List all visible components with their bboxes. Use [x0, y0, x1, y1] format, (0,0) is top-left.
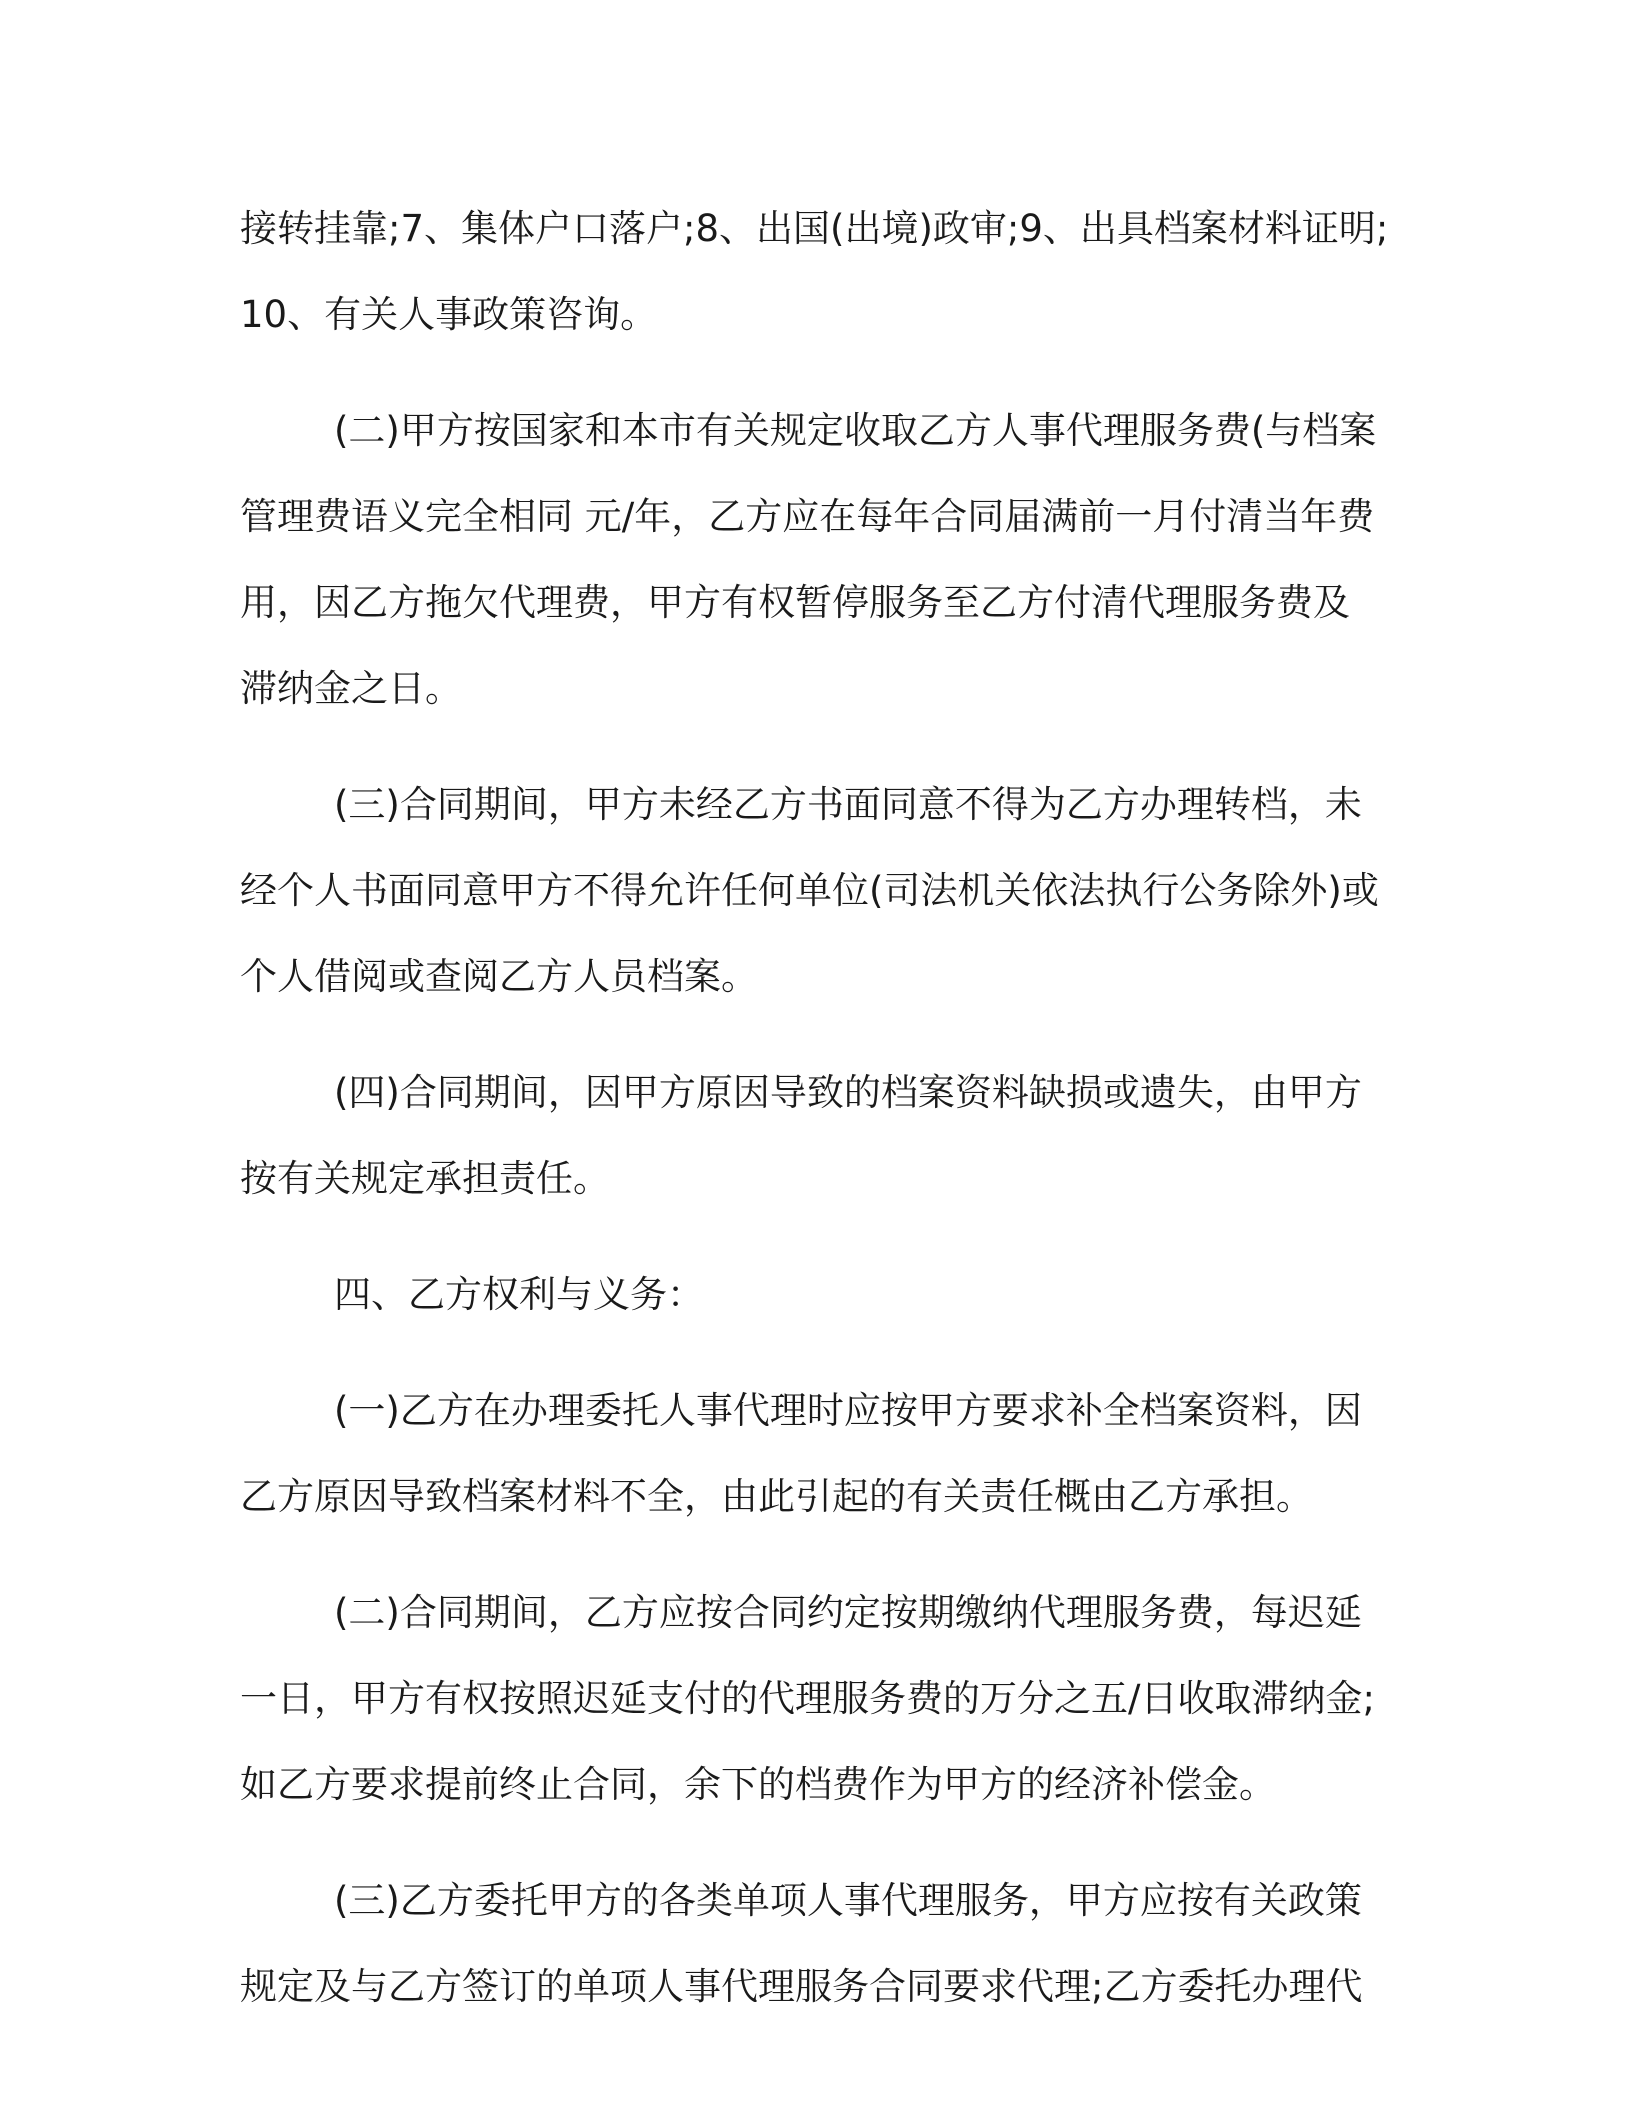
- text-line: (二)合同期间，乙方应按合同约定按期缴纳代理服务费，每迟延: [334, 1591, 1362, 1634]
- section-heading: 四、乙方权利与义务：: [334, 1273, 704, 1316]
- paragraph-party-b-payment: [240, 1570, 1380, 1828]
- text-line: (一)乙方在办理委托人事代理时应按甲方要求补全档案资料，因: [334, 1389, 1362, 1432]
- text-line: 经个人书面同意甲方不得允许任何单位(司法机关依法执行公务除外)或: [240, 869, 1379, 912]
- text-line: 一日，甲方有权按照迟延支付的代理服务费的万分之五/日收取滞纳金;: [240, 1677, 1375, 1720]
- text-line: (三)乙方委托甲方的各类单项人事代理服务，甲方应按有关政策: [334, 1879, 1362, 1922]
- document-body: [240, 186, 1389, 2060]
- text-line: 管理费语义完全相同 元/年，乙方应在每年合同届满前一月付清当年费: [240, 495, 1375, 538]
- text-line: 10、有关人事政策咨询。: [240, 293, 658, 336]
- text-line: (四)合同期间，因甲方原因导致的档案资料缺损或遗失，由甲方: [334, 1071, 1362, 1114]
- paragraph-services-continued: [240, 186, 1389, 358]
- text-line: (二)甲方按国家和本市有关规定收取乙方人事代理服务费(与档案: [334, 409, 1377, 452]
- paragraph-party-a-fee: [240, 388, 1380, 732]
- text-line: 乙方原因导致档案材料不全，由此引起的有关责任概由乙方承担。: [240, 1475, 1313, 1518]
- text-line: 接转挂靠;7、集体户口落户;8、出国(出境)政审;9、出具档案材料证明;: [240, 207, 1389, 250]
- paragraph-party-a-transfer: [240, 762, 1380, 1020]
- paragraph-party-a-liability: [240, 1050, 1380, 1222]
- text-line: 用，因乙方拖欠代理费，甲方有权暂停服务至乙方付清代理服务费及: [240, 581, 1350, 624]
- paragraph-party-b-entrust: [240, 1858, 1380, 2030]
- text-line: 如乙方要求提前终止合同，余下的档费作为甲方的经济补偿金。: [240, 1763, 1276, 1806]
- text-line: 规定及与乙方签订的单项人事代理服务合同要求代理;乙方委托办理代: [240, 1965, 1363, 2008]
- text-line: 个人借阅或查阅乙方人员档案。: [240, 955, 758, 998]
- text-line: (三)合同期间，甲方未经乙方书面同意不得为乙方办理转档，未: [334, 783, 1362, 826]
- paragraph-party-b-documents: [240, 1368, 1380, 1540]
- text-line: 滞纳金之日。: [240, 667, 462, 710]
- text-line: 按有关规定承担责任。: [240, 1157, 610, 1200]
- section-heading-party-b: [240, 1252, 1380, 1338]
